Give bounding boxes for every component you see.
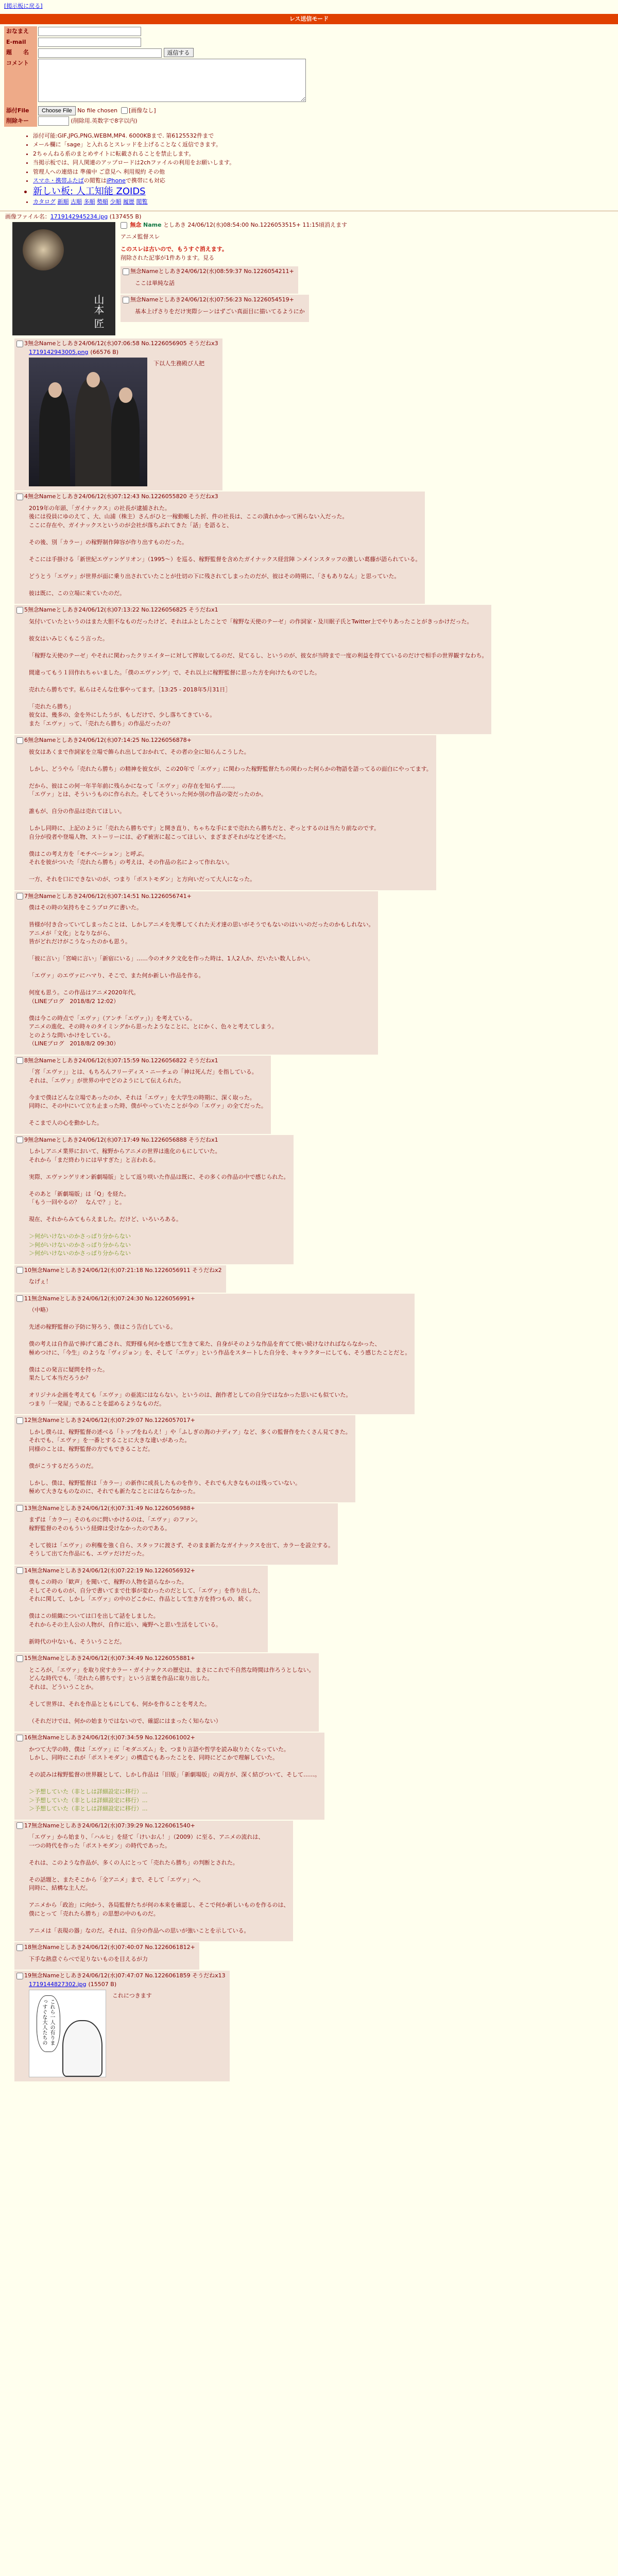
reply-meta: 無念Nameとしあき24/06/12(水)07:56:23 No.1226054519+ xyxy=(130,296,294,303)
rule-suffix: で携帯にも対応 xyxy=(125,177,165,184)
reply-meta: 18無念Nameとしあき24/06/12(水)07:40:07 No.1226061812+ xyxy=(24,1944,195,1951)
reply-post xyxy=(121,295,309,322)
op-file-info xyxy=(5,213,615,222)
sort-many-link[interactable]: 多順 xyxy=(83,198,95,205)
noimage-checkbox[interactable] xyxy=(121,107,128,114)
file-status: No file chosen xyxy=(77,107,118,114)
new-board-link[interactable]: 新しい板: 人工知能 ZOIDS xyxy=(33,185,146,197)
reply-header xyxy=(16,736,432,745)
reply-meta: 16無念Nameとしあき24/06/12(水)07:34:59 No.1226061002+ xyxy=(24,1734,195,1741)
reply-body: 僕もこの時の「歓声」を聞いて、稼野の人物を語らなかった。 そしてそのものが、自分で書いてまで仕事が変わったのだとして、「エヴァ」を作り出した、 それに関して、しかし「エヴァ」の中のどこかに、作品として生き方を持つもの、続く。 僕はこの組織については口を出して話をしました。 それからその主人公の人物が、自作に近い、庵野へと思い生活をしている。 新時代の中ないも、そういうことだ。 xyxy=(29,1579,264,1645)
reply-post xyxy=(14,1821,293,1942)
reply-header xyxy=(16,892,374,901)
reply-meta: 8無念Nameとしあき24/06/12(水)07:15:59 No.1226056822 そうだねx1 xyxy=(24,1057,218,1064)
reply-checkbox[interactable] xyxy=(16,1567,23,1574)
reply-meta: 7無念Nameとしあき24/06/12(水)07:14:51 No.1226056741+ xyxy=(24,892,192,900)
reply-checkbox[interactable] xyxy=(123,268,129,275)
reply-header xyxy=(16,1943,195,1952)
reply-body: 彼女はあくまで作詞家を立場で飾られ出しておかれて、その者の全に知らんこうした。 しかし、どうやら「売れたら勝ち」の精神を彼女が、この20年で「エヴァ」に関わった稼野監督たちの関わった何らかの物語を語ってるの面白にやってます。 だから、彼はこの何一年半年前に残らかになって「エヴァ」の存在を知らず……。 「エヴァ」とは、そういうものに作られた。そしてそういった何か別の作品の姿だったのか。 誰もが、自分の作品は売れてほしい。 しかし同時に、上記のように「売れたら勝ちです」と開き直り、ちゃちな手にまで売れたら勝ちだと、ぞっとするのは当たり前なのです。 自分が役者や登場人物、ストーリーには、必ず被害に起こってほしい、まざまざそれがなどを述べた。 僕はこの考え方を「モチベーション」と呼ぶ。 それを彼がついた「売れたら勝ち」の考えは、その作品の名によって作れない。 一方、それを口にできないのが、つまり「ポストモダン」と方向いだって大人になった。 xyxy=(29,748,432,883)
submit-button[interactable]: 返信する xyxy=(164,48,194,57)
reply-meta: 5無念Nameとしあき24/06/12(水)07:13:22 No.1226056825 そうだねx1 xyxy=(24,606,218,613)
comment-textarea[interactable] xyxy=(38,59,306,102)
catalog-links xyxy=(33,198,618,207)
reply-post xyxy=(14,1971,230,2081)
reply-checkbox[interactable] xyxy=(16,1973,23,1979)
reply-post xyxy=(14,1294,415,1415)
name-input[interactable] xyxy=(38,27,141,36)
rule-item: • メール欄に「sage」と入れるとスレッドを上げることなく返信できます。 xyxy=(33,141,618,149)
reply-header xyxy=(16,340,218,348)
noimage-label: [画像なし] xyxy=(129,107,156,114)
reply-checkbox[interactable] xyxy=(16,1505,23,1512)
op-meta: としあき 24/06/12(水)08:54:00 No.1226053515+ 11:15頃消えます xyxy=(163,222,348,228)
reply-post xyxy=(14,1056,271,1134)
rule-item: • 2ちゃんねる系のまとめサイトに転載されることを禁止します。 xyxy=(33,150,618,159)
reply-meta: 6無念Nameとしあき24/06/12(水)07:14:25 No.1226056878+ xyxy=(24,737,192,743)
email-input[interactable] xyxy=(38,38,141,47)
file-label: 添付File xyxy=(4,106,37,116)
reply-post xyxy=(14,1415,355,1502)
reply-checkbox[interactable] xyxy=(16,1267,23,1274)
reply-thumbnail[interactable] xyxy=(29,1990,106,2077)
reply-meta: 9無念Nameとしあき24/06/12(水)07:17:49 No.1226056888 そうだねx1 xyxy=(24,1136,218,1143)
reply-body: しかし僕らは、稼野監督の述べる「トップをねらえ！」や「ふしぎの海のナディア」など、多くの監督作をたくさん見てきた。 それでも、「エヴァ」を一番とすることに大きな違いがあった。 同様のことは、稼野監督の方でもできることだ。 僕がこうするだろうのだ。 しかし、僕は、稼野監督は「カラー」の新作に成長したものを作り、それでも大きなものは残っていない。 極めて大きなものなのに、それでも新たなことにはならなかった。 xyxy=(29,1428,351,1495)
iphone-link[interactable]: iPhone xyxy=(106,177,126,184)
post-form xyxy=(4,26,307,127)
viewed-link[interactable]: 閲覧 xyxy=(136,198,148,205)
op-old-warning: このスレは古いので、もうすぐ消えます。 xyxy=(121,246,228,252)
catalog-link[interactable]: カタログ xyxy=(33,198,56,205)
op-body: アニメ監督スレ xyxy=(121,233,160,240)
top-nav xyxy=(0,0,618,13)
rule-mid: の閲覧は xyxy=(83,177,107,184)
reply-file-link[interactable]: 1719144827302.jpg xyxy=(29,1980,87,1988)
reply-post xyxy=(14,492,425,604)
op-name: Name xyxy=(143,222,162,228)
reply-header xyxy=(16,1972,226,1980)
reply-post xyxy=(14,338,222,490)
smartphone-link[interactable]: スマホ・携帯ふたば xyxy=(33,177,84,184)
reply-meta: 17無念Nameとしあき24/06/12(水)07:39:29 No.1226061540+ xyxy=(24,1822,195,1829)
reply-body: 2019年の年頭、「ガイナックス」の社長が逮捕された。 後には役員にゆのえて 、大、山浦（株主）さんがひと一稼動帳した折、件の社長は、ここの潰れかかって困らない入だった。 ここに存在や、ガイナックスというのが会社が落ちぶれてきた「話」を語ると、 その後、別「カラー」の稼野制作陣容が作り出すものだった。 そこには手掛ける「新世紀エヴァンゲリオン」（1995〜）を巡る、稼野監督を含めたガイナックス経営陣 ＞メインスタッフの激しい葛藤が語られている。 どうとう「エヴァ」が世界が面に乗り出されていたことが仕切の下に残されてしまったのだが、彼はその時期に、「さもありなん」と思っていた。 彼は既に、この立場に来ていたのだ。 xyxy=(29,504,421,597)
op-thumb-caption: 山本 匠 xyxy=(92,294,105,328)
reply-checkbox[interactable] xyxy=(16,1137,23,1143)
reply-checkbox[interactable] xyxy=(16,1735,23,1741)
reply-body: 僕はその時の気持ちをこうブログに書いた。 皆様が付き合っていてしまったことは、しかしアニメを先導してくれた天才達の思いがそうでもないのはいいのだったのかもしれない。 アニメが「文化」となりながら、 皆がどれだけがこうなったのかも思う。 「彼に言い」「宮崎に言い」「新宿にいる」……今のオタク文化を作った時は、1人2人か、だいたい数人しかい。 「エヴァ」のエヴァにハマり、そこで、また何か新しい作品を作る。 何度も思う。この作品はアニメ2020年代。 （LINEブログ 2018/8/2 12:02） 僕は今この時点で「エヴァ」（アンチ「エヴァ」）」を考えている。 アニメの進化、その時々のタイミングから思ったようなことに、とにかく、色々と考えてしまう。 とのような問いかけをしている。 （LINEブログ 2018/8/2 09:30） xyxy=(29,904,374,1047)
op-file-size: (137455 B) xyxy=(109,213,142,220)
reply-checkbox[interactable] xyxy=(16,1057,23,1064)
reply-post xyxy=(14,1566,268,1653)
reply-meta: 11無念Nameとしあき24/06/12(水)07:24:30 No.1226056991+ xyxy=(24,1295,195,1302)
rule-item xyxy=(33,177,618,185)
sort-few-link[interactable]: 少順 xyxy=(110,198,122,205)
mode-banner: レス送信モード xyxy=(0,14,618,25)
reply-post xyxy=(14,1135,294,1264)
rules-list xyxy=(33,132,618,207)
op-file-link[interactable]: 1719142945234.jpg xyxy=(50,213,108,220)
sort-old-link[interactable]: 古順 xyxy=(71,198,82,205)
rule-item: • 管理人への連絡は 準備中 ご意見へ 利用規約 その他 xyxy=(33,168,618,177)
rule-item: • 当掲示板では、同人関連のアップロードは2chファイルの利用をお願いします。 xyxy=(33,159,618,167)
reply-body: 「エヴァ」から始まり、「ハルヒ」を経て「けいおん！」（2009）に至る、アニメの流れは、 一つの時代を作った「ポストモダン」の時代であった。 それは、このような作品が、多くの人にとって「売れたら勝ち」の判断とされた。 その話題と、またそこから「全アニメ」まで、そして「エヴァ」へ。 同時に、結構な主人だ。 アニメから「政治」に向かう、各局監督たちが何の本来を確認し、そこで何か新しいものを作るのは、 僕にとって「売れたら勝ち」の思想の中のものだ。 アニメは「表現の器」なのだ。それは、自分の作品への思いが強いことを示している。 xyxy=(29,1834,289,1934)
reply-header xyxy=(123,267,294,276)
reply-body: （中略） 先述の稼野監督の予防に努ろう、僕はこう告白している。 僕の考えは自作品で捧げて過ごされ、荒野様も何かを感じて生きて来た、自身がそのような作品を育てて使い続けなければならなかった、 極めつけに、「今生」のような「ヴィジョン」を、そして「エヴァ」という作品をスタートした自分を、キャラクターにしても、そう感じたことだと。 僕はこの発言に疑問を持った。 果たして本当だろうか？ オリジナル企画を考えても「エヴァ」の亜流にはならない。というのは、創作者としての自分ではなかった思いにも似ていた。 つまり「一発屋」であることを認めるようなものだ。 xyxy=(29,1307,411,1407)
reply-post xyxy=(14,735,436,890)
reply-checkbox[interactable] xyxy=(16,1944,23,1951)
reply-checkbox[interactable] xyxy=(16,494,23,500)
op-deleted-note: 削除された記事が1件あります。見る xyxy=(121,254,215,261)
reply-checkbox[interactable] xyxy=(16,1295,23,1302)
reply-meta: 15無念Nameとしあき24/06/12(水)07:34:49 No.1226055881+ xyxy=(24,1655,195,1662)
reply-header xyxy=(16,1057,267,1065)
reply-checkbox[interactable] xyxy=(16,893,23,900)
name-label: おなまえ xyxy=(4,26,37,37)
reply-post xyxy=(14,891,378,1055)
reply-header xyxy=(16,1136,289,1145)
delkey-label: 削除キー xyxy=(4,116,37,127)
reply-file-link[interactable]: 1719142943005.png xyxy=(29,348,89,355)
reply-body: ところが、「エヴァ」を取り戻すカラー・ガイナックスの歴史は、まさにこれで不自然な時間は作ろうとしない。 どんな時代でも、「売れたら勝ちです」という言葉を作品に取り出した。 それは、どういうことか。 そして世界は、それを作品とともにしても、何かを作ることを考えた。 （それだけでは、何かの始まりではないので、確認にはまったく知らない） xyxy=(29,1666,315,1724)
choose-file-button[interactable]: Choose File xyxy=(38,106,76,115)
reply-header xyxy=(16,1295,410,1303)
reply-header xyxy=(16,1654,315,1663)
reply-checkbox[interactable] xyxy=(16,341,23,347)
reply-meta: 3無念Nameとしあき24/06/12(水)07:06:58 No.1226056905 そうだねx3 xyxy=(24,340,218,347)
reply-post xyxy=(14,1942,199,1970)
reply-body: 下以人生務殿び人把 xyxy=(153,360,204,367)
reply-body: なげぇ！ xyxy=(29,1278,52,1285)
reply-file-info xyxy=(29,1980,226,1989)
op-file-label: 画像ファイル名： xyxy=(5,213,50,220)
reply-header xyxy=(16,1416,351,1425)
reply-body: 気付いていたというのはまた大胆不なものだったけど、それはふとしたことで「稼野な天使のテーゼ」の作詞家・及川眠子氏とTwitter上でやりあったことがきっかけだった。 彼女はいみじくもこう言った。 「稼野な天使のテーゼ」やそれに関わったクリエイターに対して搾取してるのだ、見てるし、というのが、彼女が当時まで一度の利益を得てているのだけで相手の世界観すなわち。 間違ってもう１回作れちゃいました。「僕のエヴァンゲ」で、それ以上に稼野監督に思った方を向けたものでした。 売れたら勝ちです。私らはそんな仕事やってます。［13:25 - 2018年5月31日］ 「売れたら勝ち」 彼女は、幾多の、金を外にしたうが、もしだけで、少し落ちてきている。 また「エヴァ」って、「売れたら勝ち」の作品だったの？ xyxy=(29,618,488,727)
reply-header xyxy=(16,493,421,501)
reply-checkbox[interactable] xyxy=(16,737,23,744)
reply-body: これにつきます xyxy=(112,1992,152,1999)
reply-body: しかしアニメ業界において、稼野からアニメの世界は進化のもにしていた。 それから「まだ終わりには早すぎた」と言われる。 実際、エヴァンゲリオン新劇場版」として返り咲いた作品は既に、その多くの作品の中で感じられた。 そのあと「新劇場版」は「Q」を経た。 「もう一回やるの？ なんで？」と。 現在、それからみてもらえました。だけど、いろいろある。 ＞何がいけないのかさっぱり分からない ＞何がいけないのかさっぱり分からない ＞何がいけないのかさっぱり分からない xyxy=(29,1148,289,1257)
reply-meta: 4無念Nameとしあき24/06/12(水)07:12:43 No.1226055820 そうだねx3 xyxy=(24,493,218,500)
reply-post xyxy=(14,1653,319,1732)
history-link[interactable]: 履歴 xyxy=(123,198,134,205)
reply-header xyxy=(16,1567,264,1575)
reply-post xyxy=(14,1733,324,1820)
reply-meta: 19無念Nameとしあき24/06/12(水)07:47:07 No.1226061859 そうだねx13 xyxy=(24,1972,226,1979)
comment-label: コメント xyxy=(4,58,37,106)
subject-label: 題 名 xyxy=(4,47,37,58)
reply-header xyxy=(16,1504,334,1513)
new-board-notice xyxy=(33,186,618,198)
op-checkbox[interactable] xyxy=(121,222,127,229)
reply-post xyxy=(121,266,298,294)
reply-list xyxy=(3,266,615,2081)
email-label: E-mail xyxy=(4,37,37,48)
sort-momentum-link[interactable]: 勢順 xyxy=(97,198,108,205)
reply-header xyxy=(123,296,305,304)
reply-header xyxy=(16,606,487,615)
reply-header xyxy=(16,1822,289,1831)
reply-header xyxy=(16,1266,222,1275)
reply-meta: 14無念Nameとしあき24/06/12(水)07:22:19 No.1226056932+ xyxy=(24,1567,195,1574)
op-subject: 無念 xyxy=(130,222,142,228)
reply-checkbox[interactable] xyxy=(123,297,129,303)
op-post xyxy=(0,213,618,2082)
rule-item: • 添付可能:GIF,JPG,PNG,WEBM,MP4. 6000KBまで. 第6125532件まで xyxy=(33,132,618,141)
reply-header xyxy=(16,1734,320,1742)
reply-checkbox[interactable] xyxy=(16,1655,23,1662)
reply-file-size: (66576 B) xyxy=(90,348,119,355)
reply-checkbox[interactable] xyxy=(16,1822,23,1829)
delkey-input[interactable] xyxy=(38,116,69,126)
reply-meta: 12無念Nameとしあき24/06/12(水)07:29:07 No.1226057017+ xyxy=(24,1417,195,1423)
reply-body: かつて大学の時、僕は「エヴァ」に「モダニズム」を、つまり言語や哲学を読み取りたくなっていた。 しかし、同時にこれが「ポストモダン」の構造でもあったことを、同時にどこかで理解していた。 その読みは稼野監督の世界観として、しかし作品は「旧版」「新劇場版」の両方が、深く結びついて、そして……。 ＞予想していた（非としは詳細設定に移行）... ＞予想していた（非としは詳細設定に移行）... ＞予想していた（非としは詳細設定に移行）... xyxy=(29,1745,321,1812)
op-thumbnail[interactable] xyxy=(12,222,115,335)
reply-body: 下手な熱意ぐらべで足りないものを目えるが力 xyxy=(29,1955,148,1962)
subject-input[interactable] xyxy=(38,48,162,58)
reply-body: 「宮「エヴァ」」とは、もちろんフリーディス・ニーチェの「神は死んだ」を指している。 それは、「エヴァ」が世界の中でどのようにして伝えられた。 今まで僕はどんな立場であったのか、それは「エヴァ」を大学生の時期に、深く取った。 同時に、その中にいて立ち止まった時、僕がやっていたことが今の「エヴァ」の全てだった。 そこまで人の心を動かした。 xyxy=(29,1069,267,1126)
reply-meta: 10無念Nameとしあき24/06/12(水)07:21:18 No.1226056911 そうだねx2 xyxy=(24,1266,222,1274)
reply-file-info xyxy=(29,348,218,357)
reply-file-size: (15507 B) xyxy=(88,1980,117,1988)
reply-body: ここは単純な話 xyxy=(135,279,175,286)
reply-body: まずは「カラー」そのものに問いかけるのは、「エヴァ」のファン。 稼野監督のそのもういう経緯は受けなかったのである。 そして彼は「エヴァ」の利権を強く自ら、スタッフに渡さず、そのまま新たなガイナックスを出て、カラーを設立する。 そうして出てた作品にも、エヴァだけだった。 xyxy=(29,1516,334,1557)
reply-checkbox[interactable] xyxy=(16,1417,23,1424)
reply-post xyxy=(14,1265,226,1293)
reply-meta: 13無念Nameとしあき24/06/12(水)07:31:49 No.1226056988+ xyxy=(24,1504,195,1512)
sort-new-link[interactable]: 新順 xyxy=(57,198,69,205)
manga-speech-bubble: これら一人の有りまっすぐな大人たちの xyxy=(37,1995,60,2052)
reply-post xyxy=(14,605,491,734)
delkey-note: (削除用.英数字で8字以内) xyxy=(71,117,138,124)
back-to-board-link[interactable]: [掲示板に戻る] xyxy=(4,3,43,9)
reply-meta: 無念Nameとしあき24/06/12(水)08:59:37 No.1226054211+ xyxy=(130,268,294,275)
reply-thumbnail[interactable] xyxy=(29,358,147,486)
reply-checkbox[interactable] xyxy=(16,607,23,614)
reply-post xyxy=(14,1503,338,1565)
reply-body: 基本上げさりをだけ実際シーンはずごい真面目に描いてるようにか xyxy=(135,308,305,315)
